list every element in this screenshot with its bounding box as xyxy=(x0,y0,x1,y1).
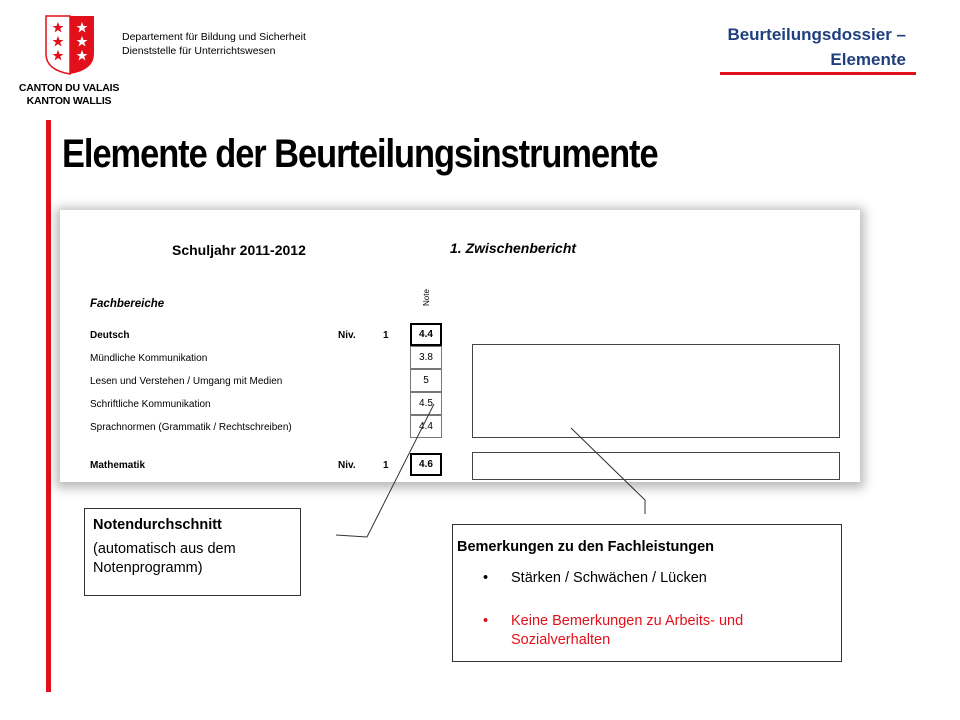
subjects-header: Fachbereiche xyxy=(90,298,165,310)
bullet-icon: • xyxy=(483,613,489,629)
logo-text-line1: CANTON DU VALAIS xyxy=(18,82,120,94)
bullet-icon: • xyxy=(483,570,489,586)
grade-column-header: Note xyxy=(422,289,431,306)
grade-cell: 4.4 xyxy=(410,323,442,346)
grade-cell: 4.5 xyxy=(410,392,442,415)
callout-body: (automatisch aus dem Notenprogramm) xyxy=(93,541,236,576)
report-name: 1. Zwischenbericht xyxy=(450,240,577,256)
grade-cell: 5 xyxy=(410,369,442,392)
level-label: Niv. xyxy=(338,330,356,341)
subskill-label: Schriftliche Kommunikation xyxy=(90,399,211,410)
logo-text-line2: KANTON WALLIS xyxy=(26,95,112,107)
slide-title: Elemente der Beurteilungsinstrumente xyxy=(62,132,658,176)
subject-label: Deutsch xyxy=(90,330,130,341)
department-name: Departement für Bildung und Sicherheit xyxy=(122,31,306,43)
callout-grade-average xyxy=(84,508,301,596)
grade-cell: 3.8 xyxy=(410,346,442,369)
level-label: Niv. xyxy=(338,460,356,471)
bullet-text: Stärken / Schwächen / Lücken xyxy=(511,570,707,586)
bullet-text: Keine Bemerkungen zu Arbeits- und Sozialverhalten xyxy=(511,613,744,648)
callout-comments xyxy=(452,524,842,662)
document-title-line2: Elemente xyxy=(830,50,906,69)
connector-comments xyxy=(571,428,645,514)
school-year: Schuljahr 2011-2012 xyxy=(172,242,306,258)
grade-cell: 4.4 xyxy=(410,415,442,438)
subskill-label: Mündliche Kommunikation xyxy=(90,353,208,364)
callout-heading: Bemerkungen zu den Fachleistungen xyxy=(457,539,715,555)
document-title-line1: Beurteilungsdossier – xyxy=(727,25,906,44)
callout-heading: Notendurchschnitt xyxy=(93,517,222,533)
grade-cell: 4.6 xyxy=(410,453,442,476)
subskill-label: Sprachnormen (Grammatik / Rechtschreiben) xyxy=(90,422,292,433)
subject-label: Mathematik xyxy=(90,460,146,471)
level-value: 1 xyxy=(383,330,389,341)
service-name: Dienststelle für Unterrichtswesen xyxy=(122,45,276,57)
subskill-label: Lesen und Verstehen / Umgang mit Medien xyxy=(90,376,283,387)
level-value: 1 xyxy=(383,460,389,471)
connector-average xyxy=(336,404,434,537)
